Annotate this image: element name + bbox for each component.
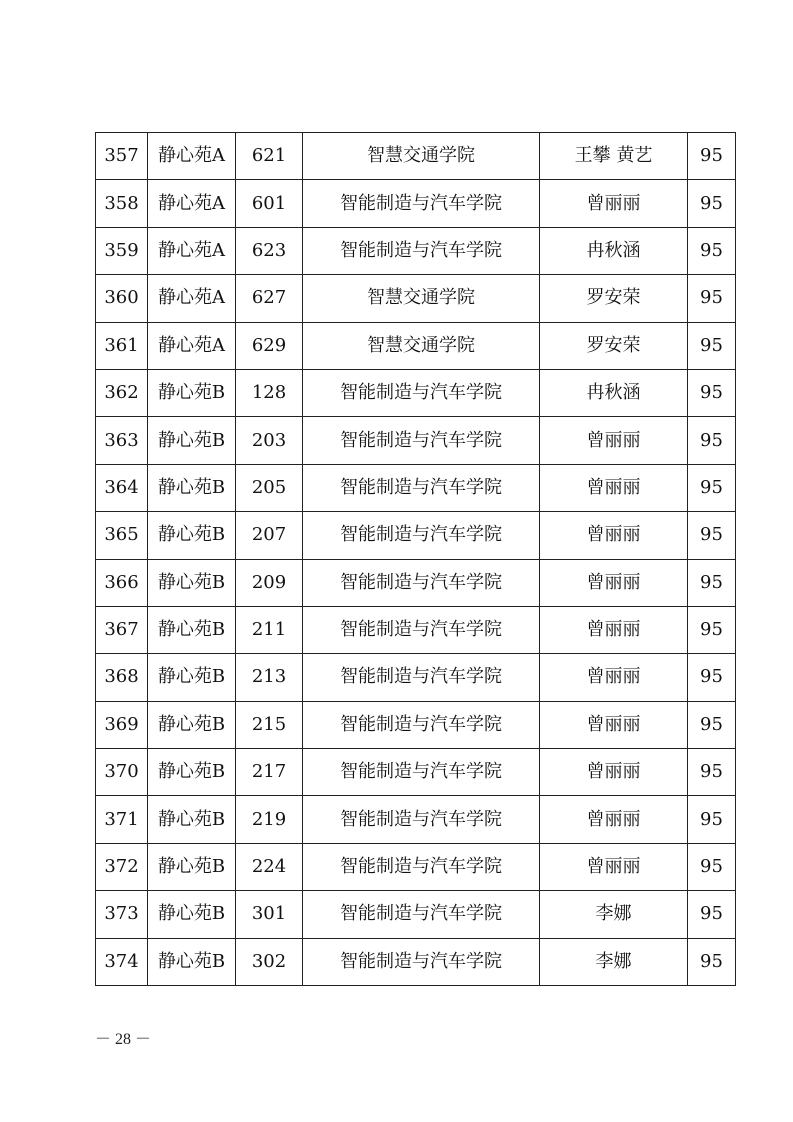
room-cell: 209	[236, 559, 303, 606]
table-row	[96, 701, 736, 748]
room-cell: 217	[236, 749, 303, 796]
score-cell: 95	[688, 796, 736, 843]
college-cell: 智能制造与汽车学院	[303, 464, 540, 511]
score-cell: 95	[688, 417, 736, 464]
row-number-cell: 359	[96, 227, 148, 274]
score-cell: 95	[688, 749, 736, 796]
score-cell: 95	[688, 180, 736, 227]
row-number-cell: 363	[96, 417, 148, 464]
table-row	[96, 512, 736, 559]
room-cell: 601	[236, 180, 303, 227]
college-cell: 智能制造与汽车学院	[303, 369, 540, 416]
building-cell: 静心苑B	[148, 891, 236, 938]
table-row	[96, 464, 736, 511]
table-row	[96, 938, 736, 985]
counselor-cell: 罗安荣	[540, 275, 688, 322]
building-cell: 静心苑A	[148, 322, 236, 369]
college-cell: 智能制造与汽车学院	[303, 559, 540, 606]
row-number-cell: 366	[96, 559, 148, 606]
counselor-cell: 曾丽丽	[540, 512, 688, 559]
score-cell: 95	[688, 701, 736, 748]
row-number-cell: 357	[96, 133, 148, 180]
college-cell: 智慧交通学院	[303, 133, 540, 180]
building-cell: 静心苑B	[148, 701, 236, 748]
row-number-cell: 360	[96, 275, 148, 322]
counselor-cell: 曾丽丽	[540, 464, 688, 511]
page-number: － 28 －	[95, 1031, 152, 1048]
table-row	[96, 654, 736, 701]
counselor-cell: 曾丽丽	[540, 654, 688, 701]
score-cell: 95	[688, 891, 736, 938]
college-cell: 智能制造与汽车学院	[303, 749, 540, 796]
building-cell: 静心苑B	[148, 796, 236, 843]
counselor-cell: 李娜	[540, 891, 688, 938]
room-cell: 128	[236, 369, 303, 416]
counselor-cell: 曾丽丽	[540, 796, 688, 843]
room-cell: 629	[236, 322, 303, 369]
score-cell: 95	[688, 606, 736, 653]
building-cell: 静心苑A	[148, 133, 236, 180]
counselor-cell: 曾丽丽	[540, 606, 688, 653]
college-cell: 智能制造与汽车学院	[303, 796, 540, 843]
building-cell: 静心苑A	[148, 180, 236, 227]
table-row	[96, 133, 736, 180]
building-cell: 静心苑B	[148, 512, 236, 559]
row-number-cell: 374	[96, 938, 148, 985]
counselor-cell: 曾丽丽	[540, 843, 688, 890]
table-row	[96, 749, 736, 796]
building-cell: 静心苑B	[148, 369, 236, 416]
room-cell: 623	[236, 227, 303, 274]
score-cell: 95	[688, 369, 736, 416]
college-cell: 智能制造与汽车学院	[303, 512, 540, 559]
table-row	[96, 322, 736, 369]
building-cell: 静心苑B	[148, 654, 236, 701]
room-cell: 302	[236, 938, 303, 985]
college-cell: 智能制造与汽车学院	[303, 417, 540, 464]
row-number-cell: 370	[96, 749, 148, 796]
building-cell: 静心苑B	[148, 749, 236, 796]
table-row	[96, 417, 736, 464]
row-number-cell: 373	[96, 891, 148, 938]
table-row	[96, 559, 736, 606]
counselor-cell: 李娜	[540, 938, 688, 985]
score-cell: 95	[688, 322, 736, 369]
table-row	[96, 369, 736, 416]
row-number-cell: 364	[96, 464, 148, 511]
college-cell: 智能制造与汽车学院	[303, 654, 540, 701]
room-cell: 207	[236, 512, 303, 559]
row-number-cell: 362	[96, 369, 148, 416]
counselor-cell: 曾丽丽	[540, 417, 688, 464]
row-number-cell: 371	[96, 796, 148, 843]
counselor-cell: 罗安荣	[540, 322, 688, 369]
score-cell: 95	[688, 512, 736, 559]
row-number-cell: 369	[96, 701, 148, 748]
counselor-cell: 曾丽丽	[540, 180, 688, 227]
college-cell: 智能制造与汽车学院	[303, 227, 540, 274]
college-cell: 智能制造与汽车学院	[303, 843, 540, 890]
table-row	[96, 891, 736, 938]
college-cell: 智能制造与汽车学院	[303, 701, 540, 748]
room-cell: 627	[236, 275, 303, 322]
score-cell: 95	[688, 843, 736, 890]
room-cell: 205	[236, 464, 303, 511]
building-cell: 静心苑B	[148, 417, 236, 464]
counselor-cell: 冉秋涵	[540, 369, 688, 416]
room-cell: 224	[236, 843, 303, 890]
score-cell: 95	[688, 133, 736, 180]
college-cell: 智慧交通学院	[303, 275, 540, 322]
building-cell: 静心苑A	[148, 275, 236, 322]
row-number-cell: 361	[96, 322, 148, 369]
score-cell: 95	[688, 464, 736, 511]
table-row	[96, 796, 736, 843]
counselor-cell: 曾丽丽	[540, 701, 688, 748]
table-row	[96, 227, 736, 274]
building-cell: 静心苑A	[148, 227, 236, 274]
college-cell: 智能制造与汽车学院	[303, 180, 540, 227]
row-number-cell: 368	[96, 654, 148, 701]
counselor-cell: 王攀 黄艺	[540, 133, 688, 180]
counselor-cell: 冉秋涵	[540, 227, 688, 274]
dormitory-score-table	[95, 132, 736, 986]
room-cell: 219	[236, 796, 303, 843]
room-cell: 215	[236, 701, 303, 748]
table-row	[96, 275, 736, 322]
building-cell: 静心苑B	[148, 938, 236, 985]
row-number-cell: 358	[96, 180, 148, 227]
table-body	[96, 133, 736, 986]
college-cell: 智能制造与汽车学院	[303, 938, 540, 985]
room-cell: 203	[236, 417, 303, 464]
counselor-cell: 曾丽丽	[540, 749, 688, 796]
score-cell: 95	[688, 938, 736, 985]
row-number-cell: 372	[96, 843, 148, 890]
score-cell: 95	[688, 654, 736, 701]
room-cell: 621	[236, 133, 303, 180]
college-cell: 智能制造与汽车学院	[303, 606, 540, 653]
table-row	[96, 606, 736, 653]
table-row	[96, 180, 736, 227]
building-cell: 静心苑B	[148, 559, 236, 606]
score-cell: 95	[688, 275, 736, 322]
college-cell: 智能制造与汽车学院	[303, 891, 540, 938]
college-cell: 智慧交通学院	[303, 322, 540, 369]
table-row	[96, 843, 736, 890]
counselor-cell: 曾丽丽	[540, 559, 688, 606]
building-cell: 静心苑B	[148, 606, 236, 653]
room-cell: 213	[236, 654, 303, 701]
row-number-cell: 365	[96, 512, 148, 559]
score-cell: 95	[688, 559, 736, 606]
score-cell: 95	[688, 227, 736, 274]
building-cell: 静心苑B	[148, 464, 236, 511]
building-cell: 静心苑B	[148, 843, 236, 890]
row-number-cell: 367	[96, 606, 148, 653]
room-cell: 211	[236, 606, 303, 653]
room-cell: 301	[236, 891, 303, 938]
